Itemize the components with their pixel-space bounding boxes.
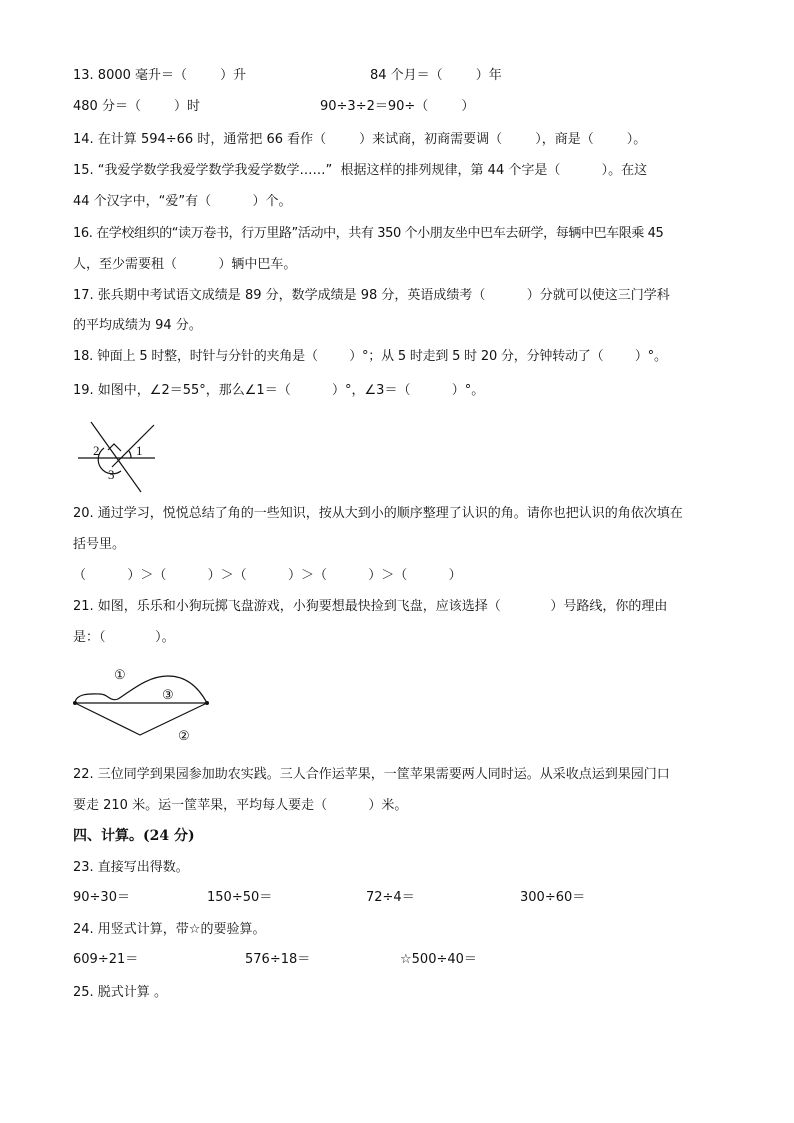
q22-line2: 要走 210 米。运一筐苹果，平均每人要走（ ）米。 bbox=[73, 798, 408, 813]
start-point bbox=[73, 701, 77, 705]
angle-label-3: 3 bbox=[108, 467, 115, 482]
q25: 25. 脱式计算 。 bbox=[73, 985, 167, 1000]
q17-line1: 17. 张兵期中考试语文成绩是 89 分，数学成绩是 98 分，英语成绩考（ ）分就可以使这三门学科 bbox=[73, 288, 670, 303]
q22-line1: 22. 三位同学到果园参加助农实践。三人合作运苹果，一筐苹果需要两人同时运。从采收点运到果园门口 bbox=[73, 767, 670, 782]
end-point bbox=[205, 701, 209, 705]
q21-line1: 21. 如图，乐乐和小狗玩掷飞盘游戏，小狗要想最快捡到飞盘，应该选择（ ）号路线，你的理由 bbox=[73, 599, 668, 614]
q23-item: 150÷50＝ bbox=[207, 890, 273, 905]
q16-line1: 16. 在学校组织的“读万卷书，行万里路”活动中，共有 350 个小朋友坐中巴车去研学，每辆中巴车限乘 45 bbox=[73, 226, 664, 241]
route-label-3: ③ bbox=[162, 687, 174, 702]
q13-d: 90÷3÷2＝90÷（ ） bbox=[320, 99, 475, 114]
q20-line1: 20. 通过学习，悦悦总结了角的一些知识，按从大到小的顺序整理了认识的角。请你也把认识的角依次填在 bbox=[73, 506, 683, 521]
route-label-2: ② bbox=[178, 728, 190, 743]
q20-blanks: （ ）＞（ ）＞（ ）＞（ ）＞（ ） bbox=[73, 568, 462, 583]
q13-a: 13. 8000 毫升＝（ ）升 bbox=[73, 68, 247, 83]
section-4-heading: 四、计算。(24 分) bbox=[73, 828, 195, 844]
angle-label-1: 1 bbox=[136, 443, 143, 458]
q24-item: ☆500÷40＝ bbox=[400, 952, 477, 967]
q23-title: 23. 直接写出得数。 bbox=[73, 860, 189, 875]
q23-item: 72÷4＝ bbox=[366, 890, 415, 905]
q17-line2: 的平均成绩为 94 分。 bbox=[73, 318, 202, 333]
q20-line2: 括号里。 bbox=[73, 537, 126, 552]
q23-item: 300÷60＝ bbox=[520, 890, 586, 905]
q24-item: 609÷21＝ bbox=[73, 952, 139, 967]
q21-line2: 是：（ ）。 bbox=[73, 630, 175, 645]
q15-line1: 15. “我爱学数学我爱学数学我爱学数学……” 根据这样的排列规律，第 44 个字是（ ）。在这 bbox=[73, 163, 648, 178]
q13-b: 84 个月＝（ ）年 bbox=[370, 68, 502, 83]
q24-title: 24. 用竖式计算，带☆的要验算。 bbox=[73, 922, 266, 937]
q23-item: 90÷30＝ bbox=[73, 890, 130, 905]
angle-label-2: 2 bbox=[93, 443, 100, 458]
q18: 18. 钟面上 5 时整，时针与分针的夹角是（ ）°；从 5 时走到 5 时 20 分，分钟转动了（ ）°。 bbox=[73, 349, 667, 364]
q15-line2: 44 个汉字中，“爱”有（ ）个。 bbox=[73, 194, 292, 209]
q13-c: 480 分＝（ ）时 bbox=[73, 99, 201, 114]
q16-line2: 人，至少需要租（ ）辆中巴车。 bbox=[73, 257, 297, 272]
q24-item: 576÷18＝ bbox=[245, 952, 311, 967]
route-1 bbox=[75, 676, 207, 703]
q14: 14. 在计算 594÷66 时，通常把 66 看作（ ）来试商，初商需要调（ ），商是（ ）。 bbox=[73, 132, 647, 147]
q19: 19. 如图中，∠2＝55°，那么∠1＝（ ）°，∠3＝（ ）°。 bbox=[73, 383, 485, 398]
route-label-1: ① bbox=[114, 667, 126, 682]
